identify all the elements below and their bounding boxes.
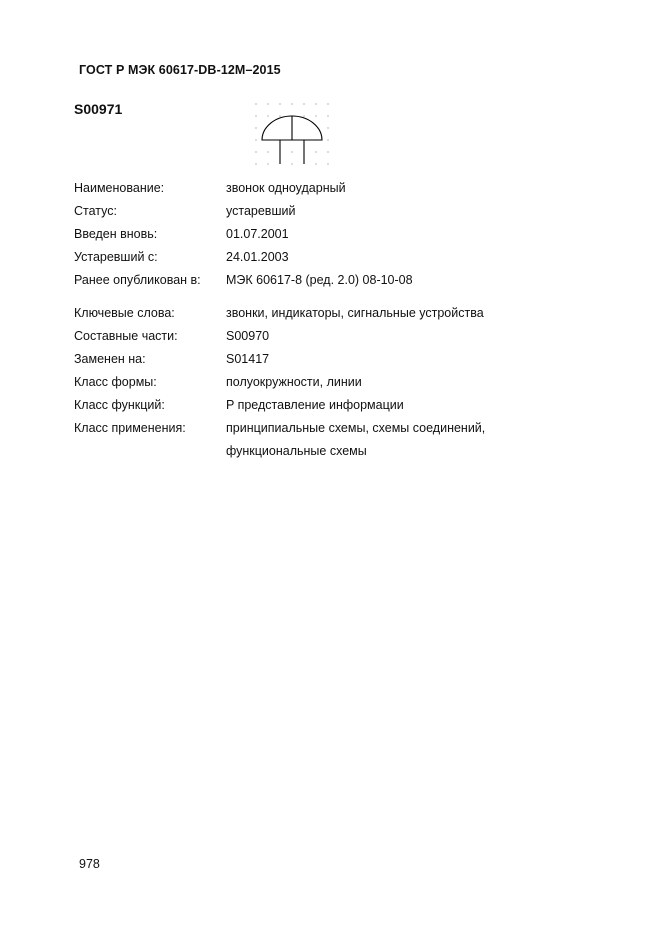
field-value: принципиальные схемы, схемы соединений, (226, 421, 486, 435)
symbol-code: S00971 (74, 101, 123, 117)
field-value: МЭК 60617-8 (ред. 2.0) 08-10-08 (226, 273, 413, 287)
field-label: Составные части: (74, 329, 178, 343)
field-label: Класс функций: (74, 398, 165, 412)
field-value: 01.07.2001 (226, 227, 289, 241)
field-label: Заменен на: (74, 352, 146, 366)
field-value: звонки, индикаторы, сигнальные устройства (226, 306, 484, 320)
field-value: S00970 (226, 329, 270, 343)
field-value: устаревший (226, 204, 296, 218)
field-value: P представление информации (226, 398, 404, 412)
document-header: ГОСТ Р МЭК 60617-DB-12M–2015 (79, 63, 281, 77)
field-label: Статус: (74, 204, 117, 218)
field-label: Ранее опубликован в: (74, 273, 201, 287)
field-value: полуокружности, линии (226, 375, 362, 389)
field-value: функциональные схемы (226, 444, 367, 458)
page-number: 978 (79, 857, 100, 871)
field-label: Введен вновь: (74, 227, 158, 241)
field-value: S01417 (226, 352, 270, 366)
field-value: 24.01.2003 (226, 250, 289, 264)
field-label: Ключевые слова: (74, 306, 175, 320)
single-stroke-bell-icon (252, 101, 332, 171)
field-label: Устаревший с: (74, 250, 158, 264)
field-label: Наименование: (74, 181, 165, 195)
field-label: Класс применения: (74, 421, 186, 435)
field-value: звонок одноударный (226, 181, 346, 195)
field-label: Класс формы: (74, 375, 157, 389)
